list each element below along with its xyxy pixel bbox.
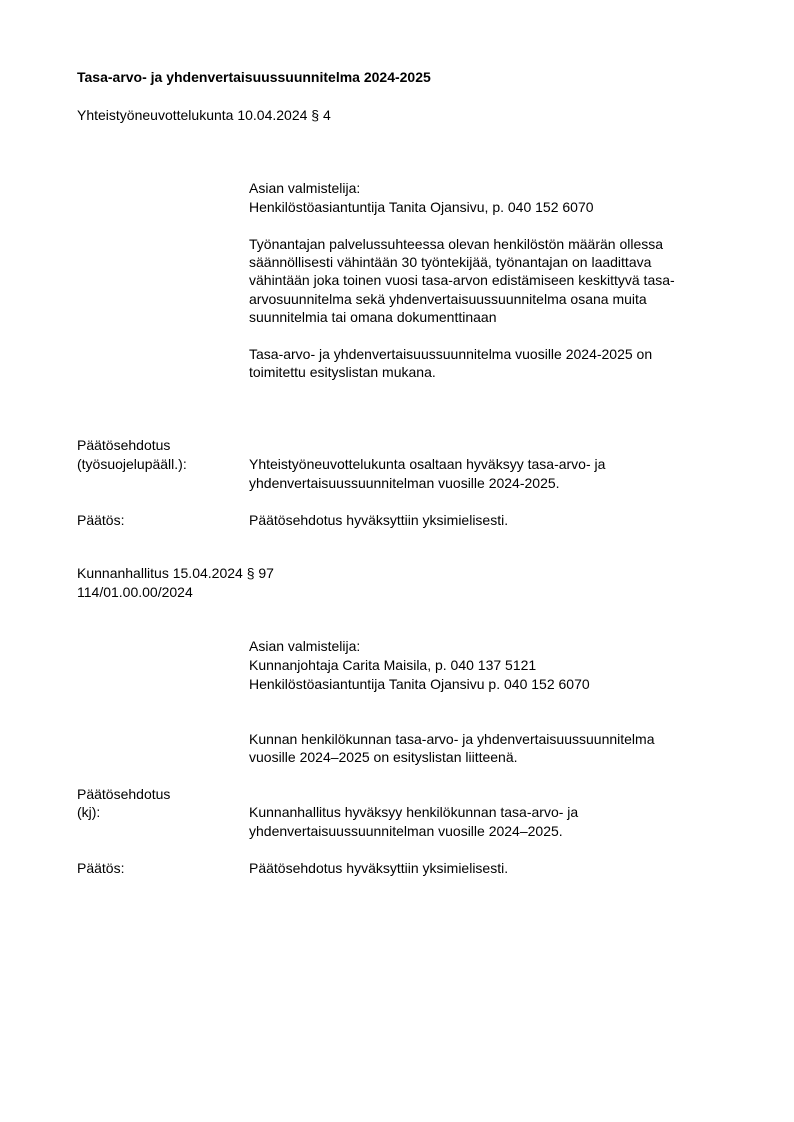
reference-number: 114/01.00.00/2024 — [77, 584, 193, 600]
decision-1: Päätösehdotus hyväksyttiin yksimielisesti. — [249, 512, 509, 528]
body-1b-line-1: Tasa-arvo- ja yhdenvertaisuussuunnitelma vuosille 2024-2025 on — [249, 346, 653, 362]
proposal-1-line-1: Yhteistyöneuvottelukunta osaltaan hyväksyy tasa-arvo- ja — [249, 456, 606, 472]
proposal-1-line-2: yhdenvertaisuussuunnitelman vuosille 2024-2025. — [249, 475, 560, 491]
decision-label-1: Päätös: — [77, 512, 125, 528]
body-1-line-2: säännöllisesti vähintään 30 työntekijää, työnantajan on laadittava — [249, 254, 652, 270]
decision-2: Päätösehdotus hyväksyttiin yksimielisesti. — [249, 860, 509, 876]
proposal-label-1b: (työsuojelupääll.): — [77, 456, 187, 472]
proposal-label-2b: (kj): — [77, 804, 101, 820]
meeting-heading-2: Kunnanhallitus 15.04.2024 § 97 — [77, 565, 274, 581]
body-1b-line-2: toimitettu esityslistan mukana. — [249, 364, 436, 380]
preparer-2-line-1: Kunnanjohtaja Carita Maisila, p. 040 137 5121 — [249, 657, 537, 673]
preparer-label-1: Asian valmistelija: — [249, 180, 361, 196]
proposal-label-2a: Päätösehdotus — [77, 786, 171, 802]
body-2-line-2: vuosille 2024–2025 on esityslistan liitteenä. — [249, 749, 518, 765]
proposal-2-line-1: Kunnanhallitus hyväksyy henkilökunnan tasa-arvo- ja — [249, 804, 579, 820]
preparer-label-2: Asian valmistelija: — [249, 638, 361, 654]
body-1-line-1: Työnantajan palvelussuhteessa olevan henkilöstön määrän ollessa — [249, 236, 664, 252]
document-title: Tasa-arvo- ja yhdenvertaisuussuunnitelma 2024-2025 — [77, 69, 431, 85]
meeting-heading-1: Yhteistyöneuvottelukunta 10.04.2024 § 4 — [77, 107, 331, 123]
preparer-1-line-1: Henkilöstöasiantuntija Tanita Ojansivu, p. 040 152 6070 — [249, 199, 594, 215]
body-1-line-4: arvosuunnitelma sekä yhdenvertaisuussuunnitelma osana muita — [249, 291, 647, 307]
body-1-line-3: vähintään joka toinen vuosi tasa-arvon edistämiseen keskittyvä tasa- — [249, 272, 675, 288]
decision-label-2: Päätös: — [77, 860, 125, 876]
proposal-2-line-2: yhdenvertaisuussuunnitelman vuosille 2024–2025. — [249, 823, 563, 839]
body-1-line-5: suunnitelmia tai omana dokumenttinaan — [249, 309, 497, 325]
preparer-2-line-2: Henkilöstöasiantuntija Tanita Ojansivu p. 040 152 6070 — [249, 676, 590, 692]
body-2-line-1: Kunnan henkilökunnan tasa-arvo- ja yhdenvertaisuussuunnitelma — [249, 731, 655, 747]
proposal-label-1a: Päätösehdotus — [77, 437, 171, 453]
